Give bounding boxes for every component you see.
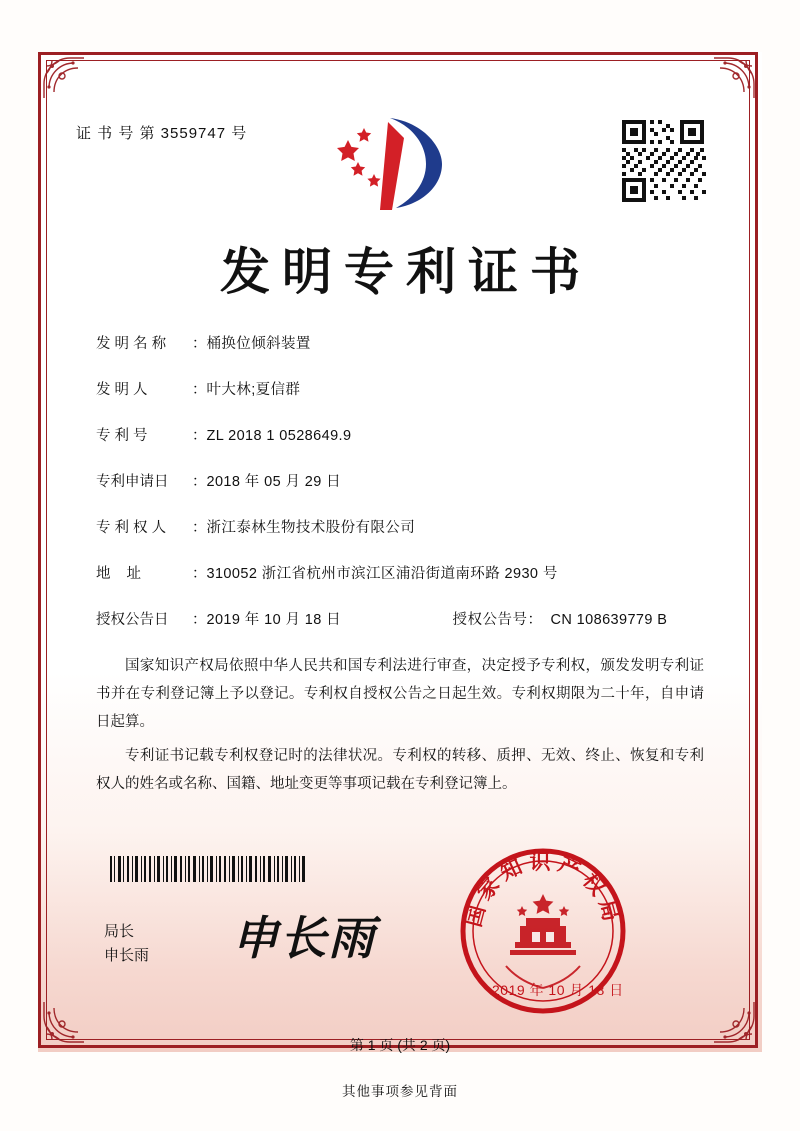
field-colon: ： xyxy=(192,428,207,444)
field-colon: ： xyxy=(192,566,207,582)
legal-text xyxy=(96,652,704,804)
field-value-announcement-number: CN 108639779 B xyxy=(550,612,668,628)
field-row-address xyxy=(96,562,716,608)
page-number: 第 1 页 (共 2 页) xyxy=(349,1037,451,1053)
field-row-application-date xyxy=(96,470,716,516)
signature-block xyxy=(104,920,149,968)
field-colon: ： xyxy=(192,474,207,490)
field-value: 桶换位倾斜装置 xyxy=(206,336,311,352)
field-row-patent-number xyxy=(96,424,716,470)
field-value: ZL 2018 1 0528649.9 xyxy=(206,428,352,444)
field-row-patentee xyxy=(96,516,716,562)
cnipa-logo-icon xyxy=(330,112,460,216)
field-colon: ： xyxy=(192,336,207,352)
signature-name-label: 申长雨 xyxy=(104,947,150,964)
signature-title-label: 局长 xyxy=(104,923,135,940)
legal-paragraph-2: 专利证书记载专利权登记时的法律状况。专利权的转移、质押、无效、终止、恢复和专利权人的姓名或名称、国籍、地址变更等事项记载在专利登记簿上。 xyxy=(96,748,704,792)
field-row-grant-announcement xyxy=(96,608,716,654)
field-label: 发 明 名 称 xyxy=(96,336,167,352)
field-list xyxy=(96,332,716,654)
field-colon: ： xyxy=(192,520,207,536)
field-colon: ： xyxy=(192,382,207,398)
seal-text: 国家知识产权局 xyxy=(461,850,625,930)
field-value: 2018 年 05 月 29 日 xyxy=(206,474,342,490)
footer-note: 其他事项参见背面 xyxy=(342,1084,458,1099)
field-row-inventor xyxy=(96,378,716,424)
field-value: 叶大林;夏信群 xyxy=(206,382,301,398)
svg-text:国家知识产权局 xyxy=(461,850,624,929)
seal-date: 2019 年 10 月 18 日 xyxy=(492,982,624,998)
field-row-invention-name xyxy=(96,332,716,378)
field-label: 专 利 权 人 xyxy=(96,520,167,536)
field-label-announcement-number: 授权公告号： xyxy=(452,612,543,628)
certificate-number: 证 书 号 第 3559747 号 xyxy=(76,125,248,142)
field-value: 浙江泰林生物技术股份有限公司 xyxy=(206,520,416,536)
field-label: 地 址 xyxy=(96,566,148,582)
handwritten-signature: 申长雨 xyxy=(232,913,376,964)
field-label: 专 利 号 xyxy=(96,428,148,444)
legal-paragraph-1: 国家知识产权局依照中华人民共和国专利法进行审查，决定授予专利权，颁发发明专利证书并在专利登记簿上予以登记。专利权自授权公告之日起生效。专利权期限为二十年，自申请日起算。 xyxy=(96,658,704,730)
qr-code xyxy=(620,118,706,204)
barcode xyxy=(110,856,306,882)
field-label: 发 明 人 xyxy=(96,382,148,398)
field-value: 2019 年 10 月 18 日 xyxy=(206,612,342,628)
field-value: 310052 浙江省杭州市滨江区浦沿街道南环路 2930 号 xyxy=(206,566,558,582)
field-colon: ： xyxy=(192,612,207,628)
corner-ornament-top-left xyxy=(40,54,98,112)
page-title: 发明专利证书 xyxy=(220,244,592,300)
field-label: 专利申请日 xyxy=(96,474,169,490)
field-label: 授权公告日 xyxy=(96,612,169,628)
corner-ornament-top-right xyxy=(700,54,758,112)
